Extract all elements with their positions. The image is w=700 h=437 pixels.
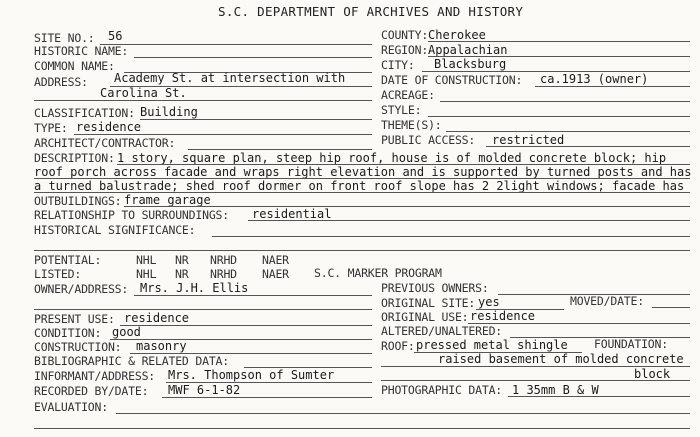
listed-nhl: NHL <box>136 267 157 281</box>
listed-label: LISTED: <box>34 267 82 281</box>
potential-nr: NR <box>175 253 189 267</box>
significance-line-2 <box>34 250 690 251</box>
outbuildings-value: frame garage <box>124 193 211 207</box>
address-line1: Academy St. at intersection with <box>114 71 346 85</box>
original-use-value: residence <box>470 309 536 323</box>
construction-label: CONSTRUCTION: <box>34 340 122 354</box>
owner-line-2 <box>34 309 372 310</box>
county-value: Cherokee <box>428 28 486 42</box>
listed-nrhd: NRHD <box>210 267 237 281</box>
description-label: DESCRIPTION: <box>34 151 115 165</box>
owner-value: Mrs. J.H. Ellis <box>140 281 249 295</box>
previous-owners-label: PREVIOUS OWNERS: <box>381 281 489 295</box>
foundation-value-line2: block <box>634 367 671 381</box>
moved-date-label: MOVED/DATE: <box>570 294 644 308</box>
date-line <box>535 86 690 87</box>
construction-value: masonry <box>136 339 187 353</box>
significance-label: HISTORICAL SIGNIFICANCE: <box>34 223 196 237</box>
themes-line <box>446 131 690 132</box>
listed-naer: NAER <box>262 267 289 281</box>
common-name-label: COMMON NAME: <box>34 59 115 73</box>
potential-nhl: NHL <box>136 253 157 267</box>
date-value: ca.1913 (owner) <box>540 72 649 86</box>
public-access-label: PUBLIC ACCESS: <box>381 133 476 147</box>
condition-value: good <box>112 325 141 339</box>
present-use-label: PRESENT USE: <box>34 312 115 326</box>
evaluation-label: EVALUATION: <box>34 400 108 414</box>
address-line-2 <box>34 100 372 101</box>
original-site-label: ORIGINAL SITE: <box>381 296 476 310</box>
original-site-value: yes <box>478 295 500 309</box>
classification-value: Building <box>140 105 198 119</box>
style-line <box>428 116 690 117</box>
foundation-line-2 <box>381 380 690 381</box>
evaluation-line <box>116 413 690 414</box>
historic-name-line <box>134 57 372 58</box>
relationship-label: RELATIONSHIP TO SURROUNDINGS: <box>34 208 229 222</box>
county-line <box>428 41 690 42</box>
architect-line <box>188 149 372 150</box>
foundation-value-line1: raised basement of molded concrete <box>438 352 684 366</box>
card-header: S.C. DEPARTMENT OF ARCHIVES AND HISTORY <box>218 4 524 19</box>
description-line2: roof porch across facade and wraps right elevation and is supported by turned posts and has <box>34 165 692 179</box>
region-value: Appalachian <box>428 43 508 57</box>
informant-label: INFORMANT/ADDRESS: <box>34 369 156 383</box>
city-value: Blacksburg <box>434 57 507 71</box>
recorded-label: RECORDED BY/DATE: <box>34 384 149 398</box>
outbuildings-line <box>124 206 690 207</box>
original-use-label: ORIGINAL USE: <box>381 310 469 324</box>
potential-label: POTENTIAL: <box>34 253 102 267</box>
significance-line <box>212 236 690 237</box>
address-label: ADDRESS: <box>34 75 88 89</box>
foundation-label: FOUNDATION: <box>594 337 668 351</box>
evaluation-line-2 <box>34 428 690 429</box>
present-use-value: residence <box>124 311 190 325</box>
description-line1: 1 story, square plan, steep hip roof, house is of molded concrete block; hip <box>117 151 667 165</box>
description-line3: a turned balustrade; shed roof dormer on front roof slope has 2 2light windows; facade has <box>34 179 685 193</box>
condition-label: CONDITION: <box>34 326 102 340</box>
photographic-value: 1 35mm B & W <box>512 383 599 397</box>
county-label: COUNTY: <box>381 28 429 42</box>
moved-date-line <box>652 307 690 308</box>
present-use-line <box>120 325 372 326</box>
roof-value: pressed metal shingle <box>416 338 568 352</box>
roof-label: ROOF: <box>381 339 415 353</box>
photographic-label: PHOTOGRAPHIC DATA: <box>381 383 503 397</box>
classification-label: CLASSIFICATION: <box>34 106 135 120</box>
potential-nrhd: NRHD <box>210 253 237 267</box>
public-access-line <box>486 146 690 147</box>
acreage-label: ACREAGE: <box>381 88 435 102</box>
date-label: DATE OF CONSTRUCTION: <box>381 73 523 87</box>
marker-program: S.C. MARKER PROGRAM <box>314 266 442 280</box>
architect-label: ARCHITECT/CONTRACTOR: <box>34 136 176 150</box>
classification-line <box>140 119 372 120</box>
owner-line <box>134 295 372 296</box>
type-label: TYPE: <box>34 121 68 135</box>
bibliographic-label: BIBLIOGRAPHIC & RELATED DATA: <box>34 354 229 368</box>
site-no-value: 56 <box>108 29 123 43</box>
informant-value: Mrs. Thompson of Sumter <box>168 368 335 382</box>
address-line2: Carolina St. <box>100 86 187 100</box>
public-access-value: restricted <box>492 133 565 147</box>
site-no-line <box>100 44 372 45</box>
relationship-value: residential <box>252 207 332 221</box>
type-line <box>74 134 372 135</box>
type-value: residence <box>76 120 142 134</box>
recorded-value: MWF 6-1-82 <box>168 383 241 397</box>
owner-label: OWNER/ADDRESS: <box>34 282 129 296</box>
outbuildings-label: OUTBUILDINGS: <box>34 194 122 208</box>
photographic-line <box>508 396 690 397</box>
historic-name-label: HISTORIC NAME: <box>34 44 129 58</box>
themes-label: THEME(S): <box>381 118 442 132</box>
site-no-label: SITE NO.: <box>34 31 95 45</box>
city-label: CITY: <box>381 58 415 72</box>
style-label: STYLE: <box>381 103 422 117</box>
relationship-line <box>248 220 690 221</box>
potential-naer: NAER <box>262 253 289 267</box>
altered-label: ALTERED/UNALTERED: <box>381 324 503 338</box>
recorded-line <box>162 397 372 398</box>
acreage-line <box>440 101 690 102</box>
listed-nr: NR <box>175 267 189 281</box>
region-label: REGION: <box>381 43 429 57</box>
